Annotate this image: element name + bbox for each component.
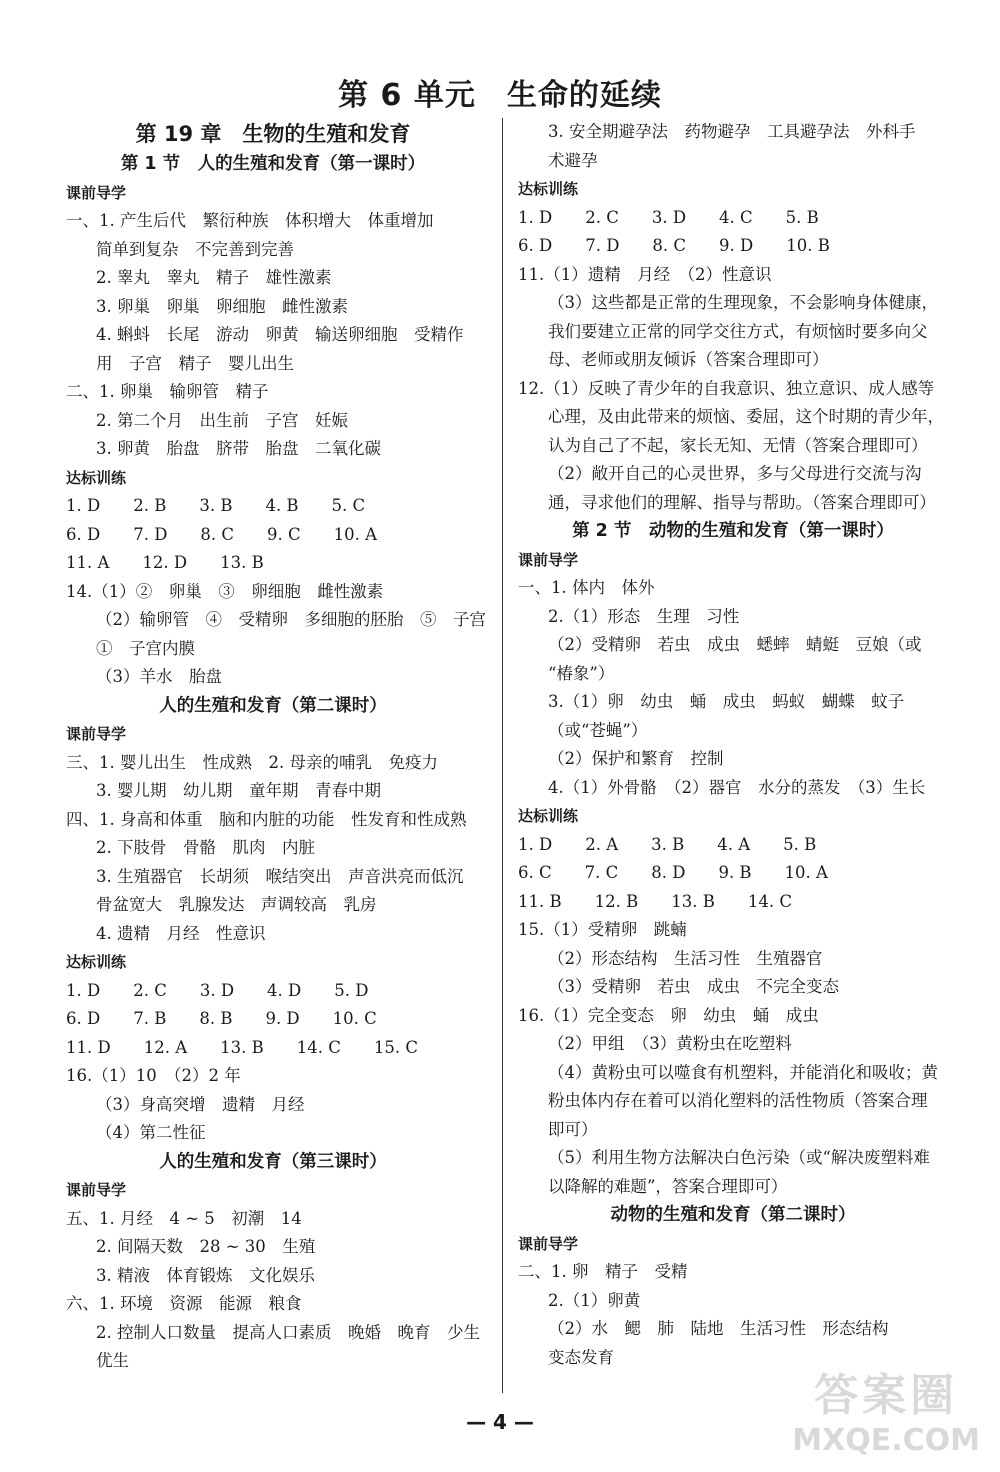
- answer-line-indented: （3）身高突增 遗精 月经: [96, 1094, 305, 1114]
- answer-line-indented: （2）受精卵 若虫 成虫 蟋蟀 蜻蜓 豆娘（或: [548, 635, 922, 654]
- answer-line-indented: 2.（1）卵黄: [548, 1290, 641, 1310]
- answer-line: 6. C 7. C 8. D 9. B 10. A: [518, 863, 828, 882]
- watermark-url: MXQE.COM: [792, 1423, 980, 1458]
- answer-line-indented: （2）形态结构 生活习性 生殖器官: [548, 948, 823, 968]
- answer-line-indented: 简单到复杂 不完善到完善: [96, 239, 294, 259]
- answer-line-indented: （2）输卵管 ④ 受精卵 多细胞的胚胎 ⑤ 子宫: [96, 610, 486, 629]
- answer-line-indented: 2.（1）形态 生理 习性: [548, 606, 740, 626]
- subsection-heading: 达标训练: [518, 180, 579, 198]
- answer-line: 6. D 7. D 8. C 9. D 10. B: [518, 236, 830, 255]
- answer-line-indented: 认为自己了不起，家长无知、无情（答案合理即可）: [548, 435, 928, 455]
- answer-line-indented: 术避孕: [548, 150, 598, 170]
- subsection-heading: 课前导学: [66, 183, 127, 202]
- answer-line-indented: 3. 安全期避孕法 药物避孕 工具避孕法 外科手: [548, 122, 916, 141]
- subsection-heading: 课前导学: [66, 725, 127, 743]
- answer-line: 12.（1）反映了青少年的自我意识、独立意识、成人感等: [518, 378, 935, 398]
- answer-line: 11. A 12. D 13. B: [66, 553, 264, 572]
- answer-line: 三、1. 婴儿出生 性成熟 2. 母亲的哺乳 免疫力: [66, 752, 438, 772]
- answer-line: 6. D 7. B 8. B 9. D 10. C: [66, 1009, 377, 1028]
- answer-line: 五、1. 月经 4 ~ 5 初潮 14: [66, 1208, 302, 1228]
- answer-line-indented: （或“苍蝇”）: [548, 720, 648, 740]
- answer-line-indented: 3.（1）卵 幼虫 蛹 成虫 蚂蚁 蝴蝶 蚊子: [548, 692, 905, 711]
- answer-line-indented: 优生: [96, 1351, 129, 1370]
- answer-line: 1. D 2. A 3. B 4. A 5. B: [518, 834, 817, 854]
- answer-line-indented: 用 子宫 精子 婴儿出生: [96, 353, 294, 373]
- subsection-heading: 课前导学: [518, 550, 579, 569]
- answer-line-indented: （4）黄粉虫可以噬食有机塑料，并能消化和吸收；黄: [548, 1062, 938, 1082]
- answer-line: 11. D 12. A 13. B 14. C 15. C: [66, 1037, 418, 1057]
- answer-line-indented: 3. 卵黄 胎盘 脐带 胎盘 二氧化碳: [96, 439, 381, 458]
- answer-line-indented: “椿象”）: [548, 663, 615, 683]
- page-number: — 4 —: [466, 1410, 534, 1434]
- answer-line-indented: 3. 生殖器官 长胡须 喉结突出 声音洪亮而低沉: [96, 866, 464, 886]
- answer-line: 1. D 2. C 3. D 4. D 5. D: [66, 980, 369, 1000]
- answer-line: 六、1. 环境 资源 能源 粮食: [66, 1294, 302, 1313]
- answer-line-indented: 变态发育: [548, 1347, 614, 1367]
- subsection-heading: 达标训练: [518, 807, 579, 825]
- answer-line-indented: 4.（1）外骨骼 （2）器官 水分的蒸发 （3）生长: [548, 777, 926, 797]
- answer-line-indented: 3. 精液 体育锻炼 文化娱乐: [96, 1265, 315, 1285]
- left-column: [66, 118, 486, 1376]
- answer-line: 16.（1）10 （2）2 年: [66, 1066, 241, 1085]
- answer-line: 11. B 12. B 13. B 14. C: [518, 891, 792, 911]
- answer-line: 一、1. 体内 体外: [518, 578, 655, 597]
- answer-line-indented: 骨盆宽大 乳腺发达 声调较高 乳房: [96, 895, 377, 914]
- answer-line-indented: 粉虫体内存在着可以消化塑料的活性物质（答案合理: [548, 1091, 928, 1110]
- answer-line-indented: 2. 睾丸 睾丸 精子 雄性激素: [96, 268, 332, 287]
- answer-line-indented: （3）受精卵 若虫 成虫 不完全变态: [548, 977, 839, 996]
- answer-line-indented: 通，寻求他们的理解、指导与帮助。（答案合理即可）: [548, 492, 936, 512]
- answer-line: 1. D 2. C 3. D 4. C 5. B: [518, 207, 819, 227]
- subsection-heading: 达标训练: [66, 953, 127, 971]
- answer-line-indented: 母、老师或朋友倾诉（答案合理即可）: [548, 350, 829, 369]
- answer-line: 二、1. 卵 精子 受精: [518, 1262, 688, 1281]
- answer-line-indented: 以降解的难题”，答案合理即可）: [548, 1176, 788, 1196]
- right-column: [518, 118, 948, 1372]
- subsection-heading: 课前导学: [518, 1234, 579, 1253]
- answer-line-indented: 3. 卵巢 卵巢 卵细胞 雌性激素: [96, 296, 348, 316]
- section-heading: 动物的生殖和发育（第二课时）: [610, 1205, 856, 1225]
- answer-line: 15.（1）受精卵 跳蝻: [518, 920, 687, 939]
- answer-line-indented: 2. 下肢骨 骨骼 肌肉 内脏: [96, 838, 315, 857]
- subsection-heading: 课前导学: [66, 1181, 127, 1199]
- section-heading: 人的生殖和发育（第三课时）: [159, 1151, 387, 1172]
- answer-line-indented: 我们要建立正常的同学交往方式，有烦恼时要多向父: [548, 321, 928, 341]
- chapter-heading: 第 19 章 生物的生殖和发育: [135, 122, 411, 146]
- answer-line: 二、1. 卵巢 输卵管 精子: [66, 382, 269, 401]
- section-heading: 人的生殖和发育（第二课时）: [159, 695, 387, 716]
- answer-line-indented: （5）利用生物方法解决白色污染（或“解决废塑料难: [548, 1148, 930, 1167]
- answer-line-indented: ① 子宫内膜: [96, 638, 195, 658]
- answer-line-indented: 2. 控制人口数量 提高人口素质 晚婚 晚育 少生: [96, 1322, 480, 1342]
- answer-line-indented: （2）甲组 （3）黄粉虫在吃塑料: [548, 1034, 792, 1053]
- answer-line-indented: 4. 蝌蚪 长尾 游动 卵黄 输送卵细胞 受精作: [96, 325, 464, 344]
- column-divider: [502, 118, 503, 1393]
- answer-line: 6. D 7. D 8. C 9. C 10. A: [66, 524, 378, 544]
- answer-line-indented: （2）保护和繁育 控制: [548, 749, 724, 768]
- section-heading: 第 1 节 人的生殖和发育（第一课时）: [120, 154, 426, 174]
- answer-line-indented: 4. 遗精 月经 性意识: [96, 923, 266, 943]
- answer-line: 四、1. 身高和体重 脑和内脏的功能 性发育和性成熟: [66, 809, 467, 829]
- subsection-heading: 达标训练: [66, 468, 127, 487]
- answer-line-indented: （3）这些都是正常的生理现象，不会影响身体健康，: [548, 293, 938, 312]
- answer-line-indented: （2）敞开自己的心灵世界，多与父母进行交流与沟: [548, 464, 922, 483]
- watermark-logo-text: 答案圈: [814, 1370, 959, 1421]
- answer-line: 一、1. 产生后代 繁衍种族 体积增大 体重增加: [66, 211, 434, 230]
- watermark-logo: [792, 1359, 980, 1458]
- answer-line-indented: 3. 婴儿期 幼儿期 童年期 青春中期: [96, 781, 381, 800]
- unit-title: 第 6 单元 生命的延续: [338, 78, 662, 113]
- answer-line-indented: 即可）: [548, 1119, 598, 1139]
- answer-line-indented: （3）羊水 胎盘: [96, 667, 222, 686]
- answer-line-indented: （4）第二性征: [96, 1123, 206, 1142]
- answer-line: 14.（1）② 卵巢 ③ 卵细胞 雌性激素: [66, 581, 384, 601]
- answer-line-indented: 2. 第二个月 出生前 子宫 妊娠: [96, 410, 348, 430]
- answer-line: 11.（1）遗精 月经 （2）性意识: [518, 264, 772, 284]
- answer-line: 16.（1）完全变态 卵 幼虫 蛹 成虫: [518, 1005, 819, 1025]
- answer-line-indented: 心理，及由此带来的烦恼、委屈，这个时期的青少年，: [548, 407, 944, 426]
- section-heading: 第 2 节 动物的生殖和发育（第一课时）: [572, 521, 894, 541]
- answer-line-indented: 2. 间隔天数 28 ~ 30 生殖: [96, 1237, 316, 1256]
- answer-line: 1. D 2. B 3. B 4. B 5. C: [66, 496, 366, 515]
- answer-line-indented: （2）水 鳃 肺 陆地 生活习性 形态结构: [548, 1319, 889, 1338]
